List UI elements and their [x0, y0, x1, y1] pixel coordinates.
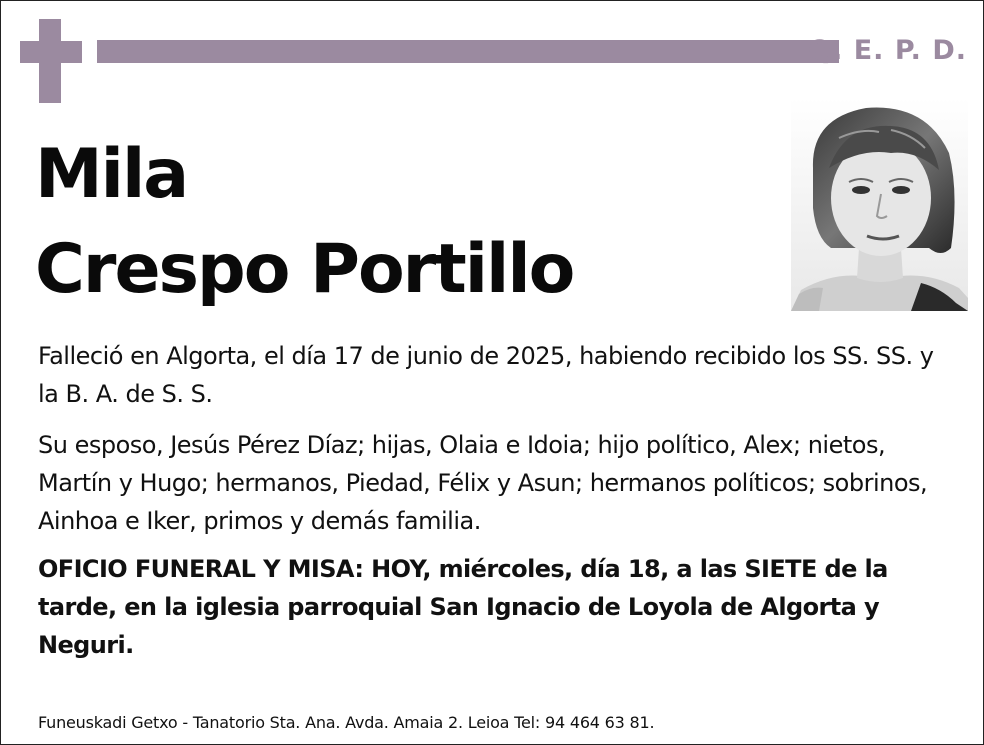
deceased-first-name: Mila: [35, 135, 188, 214]
death-notice: Falleció en Algorta, el día 17 de junio de 2025, habiendo recibido los SS. SS. y la B. A. de S. S.: [38, 342, 934, 408]
funeral-service: OFICIO FUNERAL Y MISA: HOY, miércoles, día 18, a las SIETE de la tarde, en la iglesia parroquial San Ignacio de Loyola de Algorta y Neguri.: [38, 555, 888, 659]
qepd-badge: Q. E. P. D.: [808, 35, 967, 66]
deceased-surnames: Crespo Portillo: [35, 230, 574, 309]
header-rule: [97, 40, 839, 63]
family-list: Su esposo, Jesús Pérez Díaz; hijas, Olaia e Idoia; hijo político, Alex; nietos, Martín y Hugo; hermanos, Piedad, Félix y Asun; hermanos políticos; sobrinos, Ainhoa e Iker, primos y demás familia.: [38, 431, 928, 535]
funeral-home-footer: Funeuskadi Getxo - Tanatorio Sta. Ana. Avda. Amaia 2. Leioa Tel: 94 464 63 81.: [38, 713, 655, 732]
deceased-portrait: [791, 98, 968, 311]
